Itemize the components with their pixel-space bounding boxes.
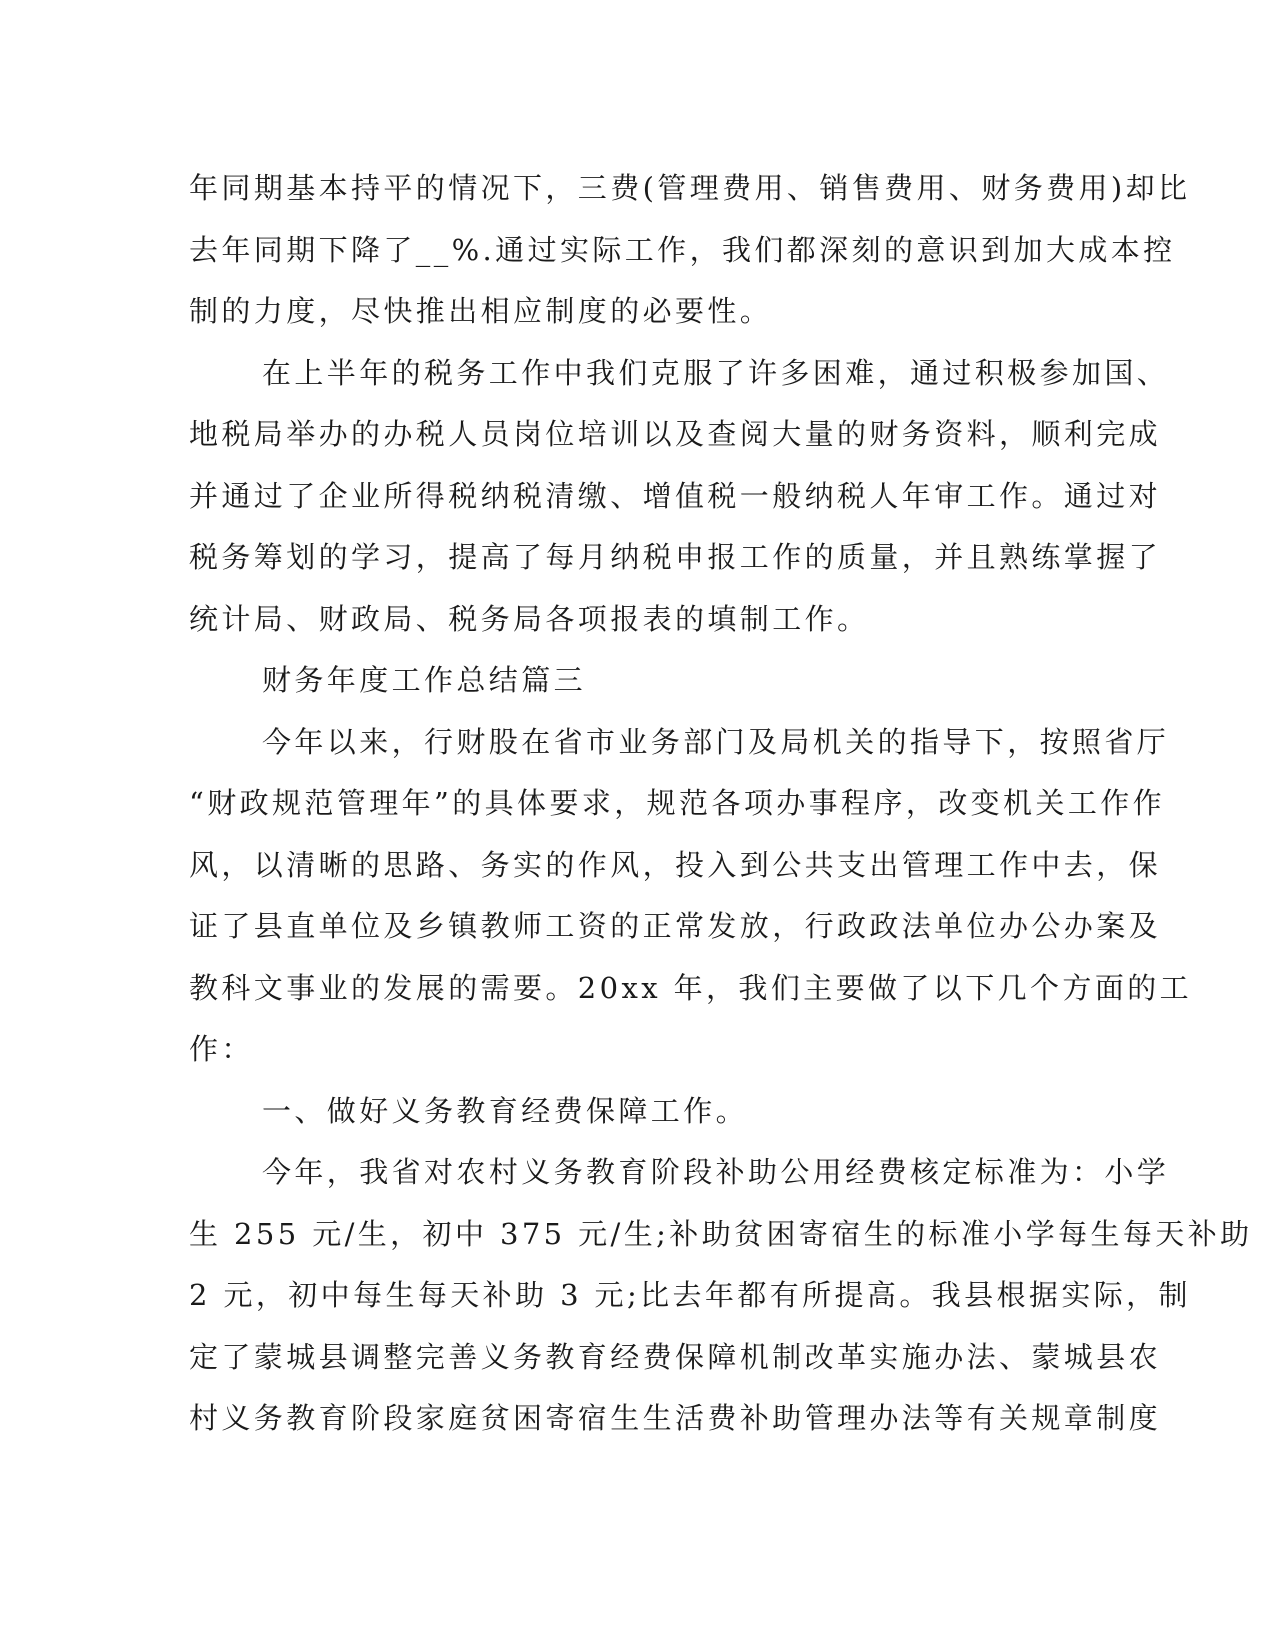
text-line: 证了县直单位及乡镇教师工资的正常发放，行政政法单位办公办案及 — [189, 909, 1162, 943]
text-line: 2 元，初中每生每天补助 3 元;比去年都有所提高。我县根据实际，制 — [189, 1278, 1191, 1312]
text-line: 税务筹划的学习，提高了每月纳税申报工作的质量，并且熟练掌握了 — [189, 540, 1162, 574]
section-heading: 财务年度工作总结篇三 — [262, 663, 587, 697]
text-line: 年同期基本持平的情况下，三费(管理费用、销售费用、财务费用)却比 — [189, 171, 1191, 205]
text-line: 作： — [189, 1032, 254, 1066]
text-line: 地税局举办的办税人员岗位培训以及查阅大量的财务资料，顺利完成 — [189, 417, 1162, 451]
text-line: 去年同期下降了__%.通过实际工作，我们都深刻的意识到加大成本控 — [189, 232, 1176, 267]
text-line: 并通过了企业所得税纳税清缴、增值税一般纳税人年审工作。通过对 — [189, 478, 1162, 513]
text-line: 统计局、财政局、税务局各项报表的填制工作。 — [189, 601, 870, 636]
text-line: 今年以来，行财股在省市业务部门及局机关的指导下，按照省厅 — [262, 724, 1170, 759]
text-line: 制的力度，尽快推出相应制度的必要性。 — [189, 294, 773, 328]
text-line: 教科文事业的发展的需要。20xx 年，我们主要做了以下几个方面的工 — [189, 970, 1193, 1005]
text-line: 生 255 元/生，初中 375 元/生;补助贫困寄宿生的标准小学每生每天补助 — [189, 1216, 1253, 1251]
subsection-heading: 一、做好义务教育经费保障工作。 — [262, 1093, 749, 1128]
text-line: 定了蒙城县调整完善义务教育经费保障机制改革实施办法、蒙城县农 — [189, 1339, 1162, 1374]
text-line: 风，以清晰的思路、务实的作风，投入到公共支出管理工作中去，保 — [189, 847, 1162, 882]
text-line: 今年，我省对农村义务教育阶段补助公用经费核定标准为：小学 — [262, 1155, 1170, 1189]
text-line: 在上半年的税务工作中我们克服了许多困难，通过积极参加国、 — [262, 355, 1170, 390]
text-line: “财政规范管理年”的具体要求，规范各项办事程序，改变机关工作作 — [189, 786, 1166, 820]
document-body — [189, 158, 1253, 1450]
text-line: 村义务教育阶段家庭贫困寄宿生生活费补助管理办法等有关规章制度 — [189, 1401, 1162, 1435]
